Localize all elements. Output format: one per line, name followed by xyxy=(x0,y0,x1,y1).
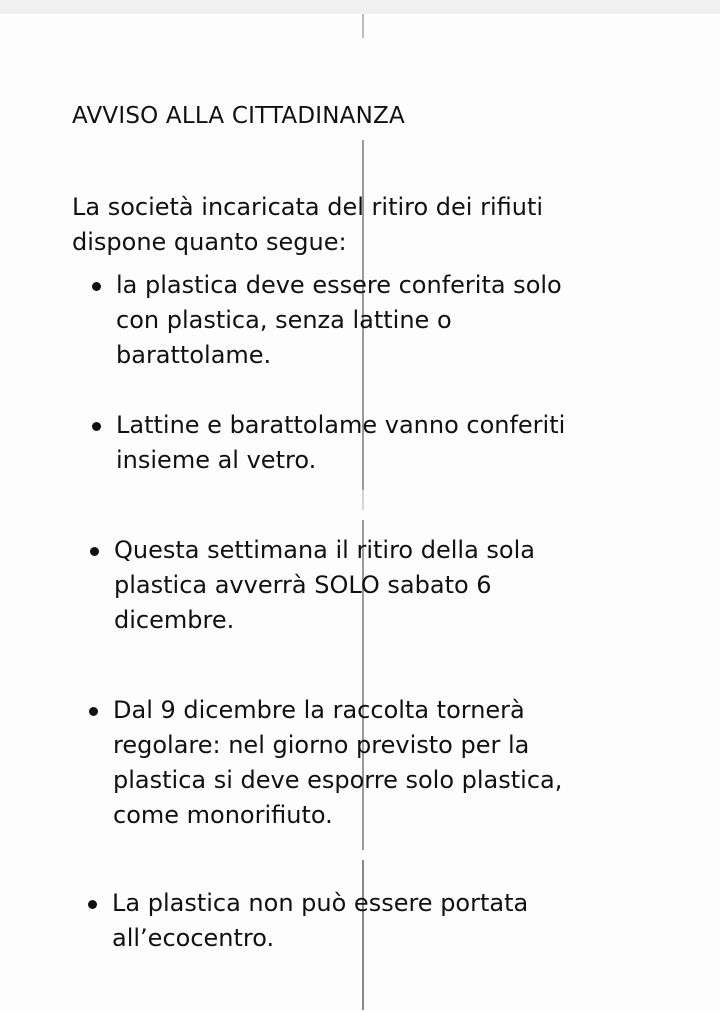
bullet-line: Questa settimana il ritiro della sola xyxy=(114,536,535,564)
bullet-line: Dal 9 dicembre la raccolta tornerà xyxy=(113,696,525,724)
bullet-dot-icon xyxy=(90,547,99,556)
bullet-line: insieme al vetro. xyxy=(116,446,317,474)
bullet-line: dicembre. xyxy=(114,606,235,634)
notice-title: AVVISO ALLA CITTADINANZA xyxy=(72,103,405,129)
page-fold-line xyxy=(362,14,364,38)
bullet-line: come monorifiuto. xyxy=(113,801,333,829)
bullet-line: regolare: nel giorno previsto per la xyxy=(113,731,530,759)
bullet-line: con plastica, senza lattine o xyxy=(116,306,452,334)
bullet-dot-icon xyxy=(89,707,98,716)
bullet-line: La plastica non può essere portata xyxy=(112,889,529,917)
bullet-line: Lattine e barattolame vanno conferiti xyxy=(116,411,566,439)
bullet-line: all’ecocentro. xyxy=(112,924,275,952)
bullet-line: barattolame. xyxy=(116,341,272,369)
page-top-edge xyxy=(0,0,720,14)
notice-intro xyxy=(72,190,543,260)
bullet-dot-icon xyxy=(88,900,97,909)
bullet-item xyxy=(116,408,565,478)
bullet-line: la plastica deve essere conferita solo xyxy=(116,271,562,299)
bullet-item xyxy=(116,268,562,373)
intro-line: dispone quanto segue: xyxy=(72,228,347,256)
intro-line: La società incaricata del ritiro dei rifiuti xyxy=(72,193,544,221)
page-fold-line xyxy=(362,490,364,510)
bullet-line: plastica si deve esporre solo plastica, xyxy=(113,766,563,794)
bullet-item xyxy=(114,533,535,638)
bullet-dot-icon xyxy=(92,282,101,291)
bullet-dot-icon xyxy=(92,422,101,431)
bullet-item xyxy=(112,886,528,956)
bullet-line: plastica avverrà SOLO sabato 6 xyxy=(114,571,492,599)
bullet-item xyxy=(113,693,562,833)
